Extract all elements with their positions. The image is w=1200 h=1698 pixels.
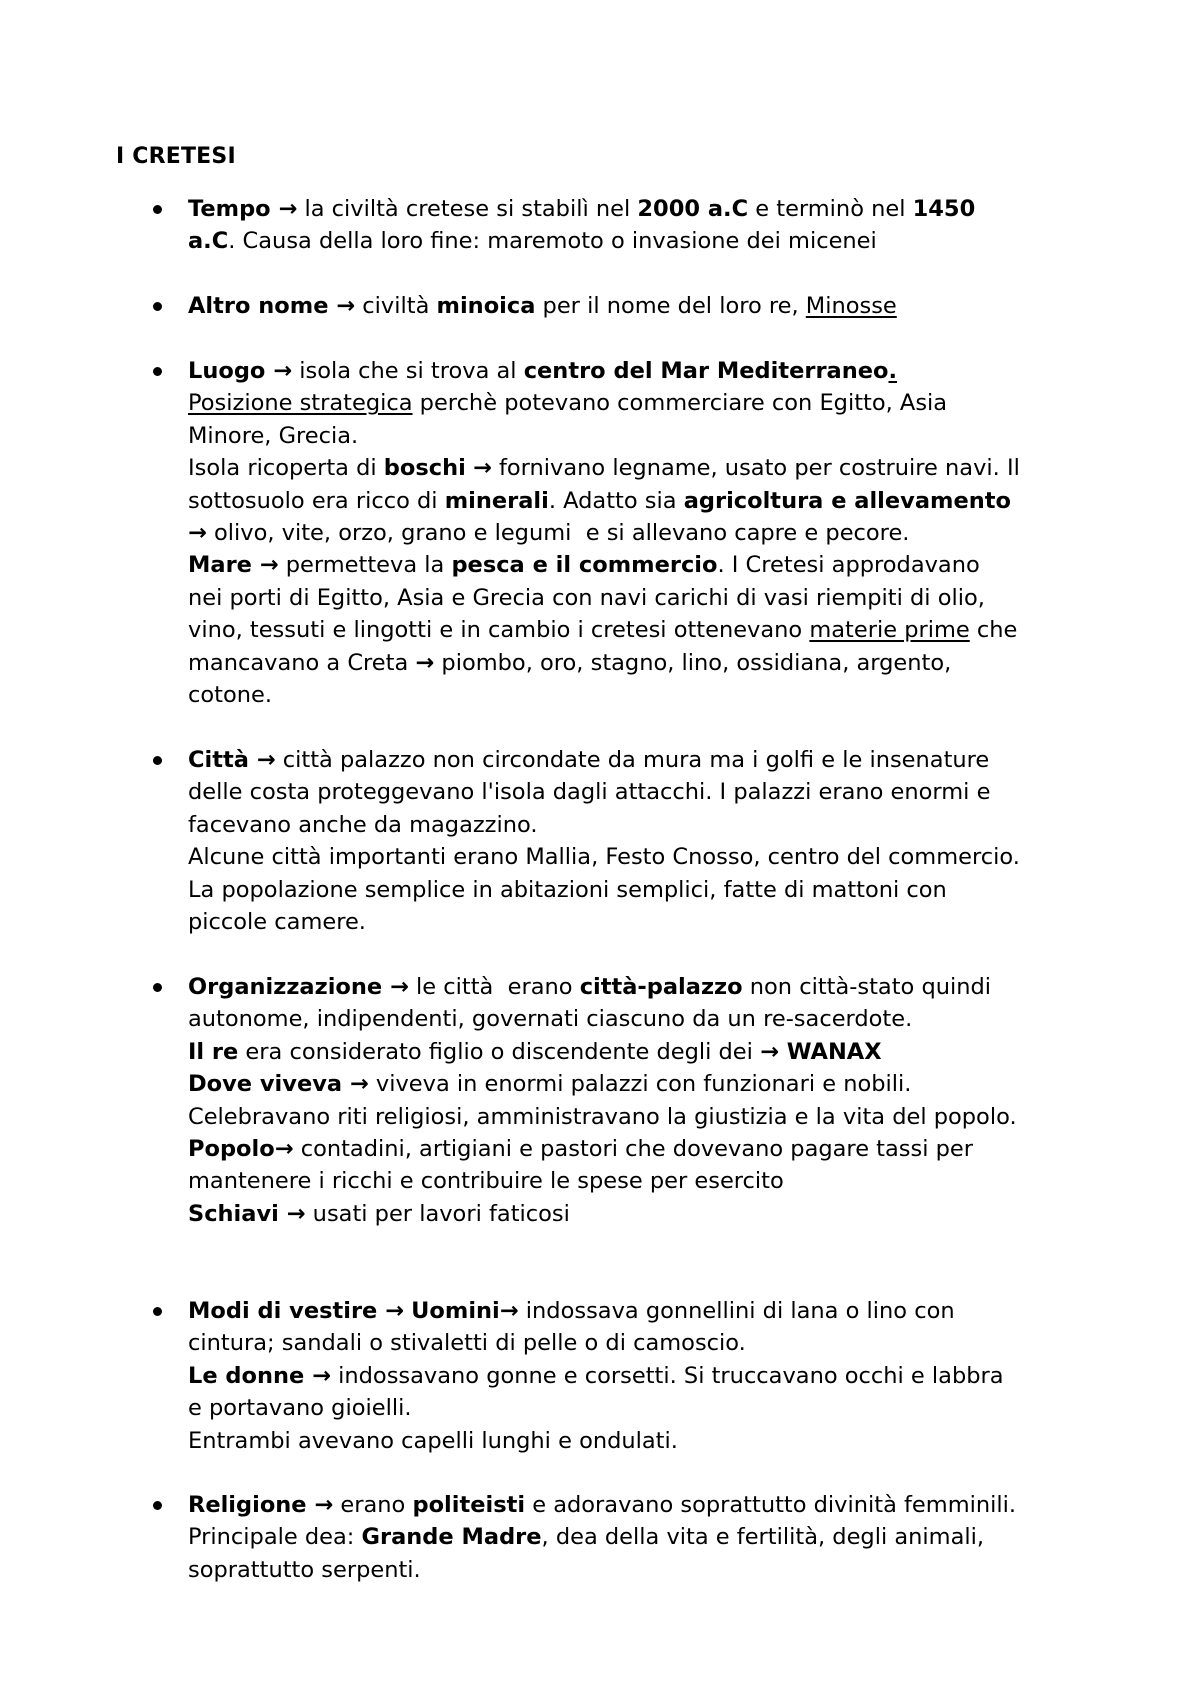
text-run: . I Cretesi approdavano <box>717 552 980 579</box>
text-run: piombo, oro, stagno, lino, ossidiana, argento, <box>434 649 952 676</box>
bold-text: Le donne <box>188 1362 313 1389</box>
list-item-modi-di-vestire <box>188 1295 1118 1457</box>
bold-text: Altro nome <box>188 293 337 319</box>
text-line <box>188 1198 1118 1230</box>
bold-text: → <box>336 293 356 319</box>
text-line <box>188 874 1118 906</box>
text-run: mancavano a Creta <box>188 649 416 676</box>
bold-text: Il re <box>188 1038 239 1065</box>
bold-text: Città <box>188 747 257 773</box>
bold-text: Organizzazione <box>188 974 390 1000</box>
text-line <box>188 679 1118 711</box>
list-item-organizzazione <box>188 971 1118 1230</box>
bold-text: agricoltura e allevamento <box>683 487 1011 514</box>
text-run: permetteva la <box>278 552 452 579</box>
bold-text: Dove viveva <box>188 1071 350 1098</box>
text-run: erano <box>333 1492 413 1518</box>
bold-text: centro del Mar Mediterraneo <box>523 358 889 384</box>
underlined-text: . <box>888 358 898 384</box>
bullet-icon <box>153 756 162 765</box>
text-run: usati per lavori faticosi <box>305 1200 570 1227</box>
text-run: e adoravano soprattutto divinità femminili. <box>525 1492 1017 1518</box>
bold-text: → <box>385 1298 404 1324</box>
bold-text: Mare <box>188 552 260 579</box>
text-line <box>188 582 1118 614</box>
bold-text: a.C <box>188 228 229 255</box>
bold-text: → <box>312 1362 331 1389</box>
text-run: per il nome del loro re, <box>535 293 806 319</box>
text-run: civiltà <box>355 293 437 319</box>
bold-text: → <box>390 974 409 1000</box>
text-line <box>188 1295 1118 1327</box>
bullet-icon <box>153 367 162 376</box>
bullet-icon <box>153 1307 162 1316</box>
text-line <box>188 1327 1118 1359</box>
bold-text: minerali <box>444 487 549 514</box>
bold-text: città-palazzo <box>579 974 743 1000</box>
text-run: indossavano gonne e corsetti. Si truccavano occhi e labbra <box>330 1362 1004 1389</box>
text-run <box>466 455 473 481</box>
text-line <box>188 776 1118 808</box>
bold-text: → <box>286 1200 306 1227</box>
text-line <box>188 549 1118 581</box>
text-line <box>188 1392 1118 1424</box>
list-item-citta <box>188 744 1118 938</box>
text-run: Alcune città importanti erano Mallia, Festo Cnosso, centro del commercio. <box>188 844 1020 871</box>
text-run: . Adatto sia <box>548 487 684 514</box>
bold-text: Luogo <box>188 358 274 384</box>
text-run: Celebravano riti religiosi, amministravano la giustizia e la vita del popolo. <box>188 1103 1017 1130</box>
text-line <box>188 1425 1118 1457</box>
text-run: soprattutto serpenti. <box>188 1556 421 1583</box>
bold-text: boschi <box>383 455 466 482</box>
bold-text: → <box>314 1492 334 1518</box>
text-run: indossava gonnellini di lana o lino con <box>518 1298 955 1324</box>
text-run: non città-stato quindi <box>742 974 992 1000</box>
text-line <box>188 387 1118 419</box>
text-line <box>188 485 1118 517</box>
bold-text: Uomini <box>411 1298 500 1324</box>
text-line <box>188 225 1118 257</box>
text-run: nei porti di Egitto, Asia e Grecia con navi carichi di vasi riempiti di olio, <box>188 584 985 611</box>
bullet-icon <box>153 205 162 214</box>
text-run: mantenere i ricchi e contribuire le spese per esercito <box>188 1168 784 1195</box>
bold-text: → WANAX <box>760 1038 882 1065</box>
bullet-icon <box>153 1501 162 1510</box>
bold-text: → <box>278 196 298 222</box>
text-run: vino, tessuti e lingotti e in cambio i cretesi ottenevano <box>188 617 810 644</box>
document-title: I CRETESI <box>116 144 236 169</box>
bold-text: → <box>188 520 207 547</box>
text-run: Principale dea: <box>188 1524 362 1551</box>
list-item-religione <box>188 1489 1118 1586</box>
text-line <box>188 355 1118 387</box>
bold-text: Tempo <box>188 196 279 222</box>
underlined-text: materie prime <box>809 617 970 644</box>
text-line <box>188 1101 1118 1133</box>
text-run: la civiltà cretese si stabilì nel <box>297 196 638 222</box>
list-item-altro-nome <box>188 290 1118 322</box>
text-line <box>188 906 1118 938</box>
bold-text: → <box>273 358 293 384</box>
text-run: Entrambi avevano capelli lunghi e ondulati. <box>188 1427 678 1454</box>
bold-text: politeisti <box>412 1492 526 1518</box>
text-run: autonome, indipendenti, governati ciascuno da un re-sacerdote. <box>188 1006 913 1033</box>
text-line <box>188 517 1118 549</box>
text-run: perchè potevano commerciare con Egitto, Asia <box>412 390 948 417</box>
bold-text: Popolo <box>188 1136 275 1163</box>
text-line <box>188 1489 1118 1521</box>
bold-text: 1450 <box>912 196 976 222</box>
text-run: viveva in enormi palazzi con funzionari e nobili. <box>368 1071 912 1098</box>
text-run: Isola ricoperta di <box>188 455 384 482</box>
text-run: contadini, artigiani e pastori che dovevano pagare tassi per <box>293 1136 974 1163</box>
text-run: isola che si trova al <box>292 358 524 384</box>
bold-text: → <box>349 1071 369 1098</box>
text-run: . Causa della loro fine: maremoto o invasione dei micenei <box>228 228 877 255</box>
text-line <box>188 841 1118 873</box>
text-run: delle costa proteggevano l'isola dagli attacchi. I palazzi erano enormi e <box>188 779 991 806</box>
text-line <box>188 290 1118 322</box>
text-run: cintura; sandali o stivaletti di pelle o di camoscio. <box>188 1330 746 1357</box>
text-run: città palazzo non circondate da mura ma i golfi e le insenature <box>275 747 990 773</box>
bold-text: Grande Madre <box>361 1524 542 1551</box>
text-run: e portavano gioielli. <box>188 1395 412 1422</box>
text-run: Minore, Grecia. <box>188 422 359 449</box>
bullet-icon <box>153 302 162 311</box>
list-item-luogo <box>188 355 1118 711</box>
text-line <box>188 614 1118 646</box>
underlined-text: Posizione strategica <box>188 390 413 417</box>
text-run: cotone. <box>188 682 272 709</box>
text-line <box>188 744 1118 776</box>
bold-text: → <box>472 455 492 482</box>
text-line <box>188 1554 1118 1586</box>
text-run: era considerato figlio o discendente degli dei <box>238 1038 761 1065</box>
text-line <box>188 420 1118 452</box>
text-line <box>188 647 1118 679</box>
bold-text: Modi di vestire <box>188 1298 386 1324</box>
text-line <box>188 971 1118 1003</box>
bold-text: → <box>256 747 276 773</box>
bold-text: Religione <box>188 1492 315 1518</box>
text-run: e terminò nel <box>748 196 913 222</box>
text-line <box>188 1036 1118 1068</box>
text-run: , dea della vita e fertilità, degli animali, <box>541 1524 985 1551</box>
text-line <box>188 809 1118 841</box>
text-line <box>188 452 1118 484</box>
bold-text: Schiavi <box>188 1200 287 1227</box>
bold-text: 2000 a.C <box>637 196 749 222</box>
text-run: che <box>969 617 1018 644</box>
bold-text: → <box>274 1136 294 1163</box>
bold-text: pesca e il commercio <box>451 552 718 579</box>
text-run: facevano anche da magazzino. <box>188 811 538 838</box>
text-line <box>188 1165 1118 1197</box>
text-run: piccole camere. <box>188 909 366 936</box>
text-line <box>188 1003 1118 1035</box>
list-item-tempo <box>188 193 1118 258</box>
text-line <box>188 1133 1118 1165</box>
underlined-text: Minosse <box>805 293 897 319</box>
text-run: olivo, vite, orzo, grano e legumi e si allevano capre e pecore. <box>206 520 910 547</box>
bullet-icon <box>153 983 162 992</box>
text-run: fornivano legname, usato per costruire navi. Il <box>491 455 1020 482</box>
text-run: La popolazione semplice in abitazioni semplici, fatte di mattoni con <box>188 876 947 903</box>
text-line <box>188 1360 1118 1392</box>
text-run: sottosuolo era ricco di <box>188 487 445 514</box>
bold-text: → <box>415 649 435 676</box>
text-line <box>188 193 1118 225</box>
bold-text: minoica <box>436 293 536 319</box>
text-run: le città erano <box>408 974 580 1000</box>
bold-text: → <box>499 1298 519 1324</box>
bold-text: → <box>259 552 279 579</box>
text-line <box>188 1068 1118 1100</box>
text-line <box>188 1521 1118 1553</box>
